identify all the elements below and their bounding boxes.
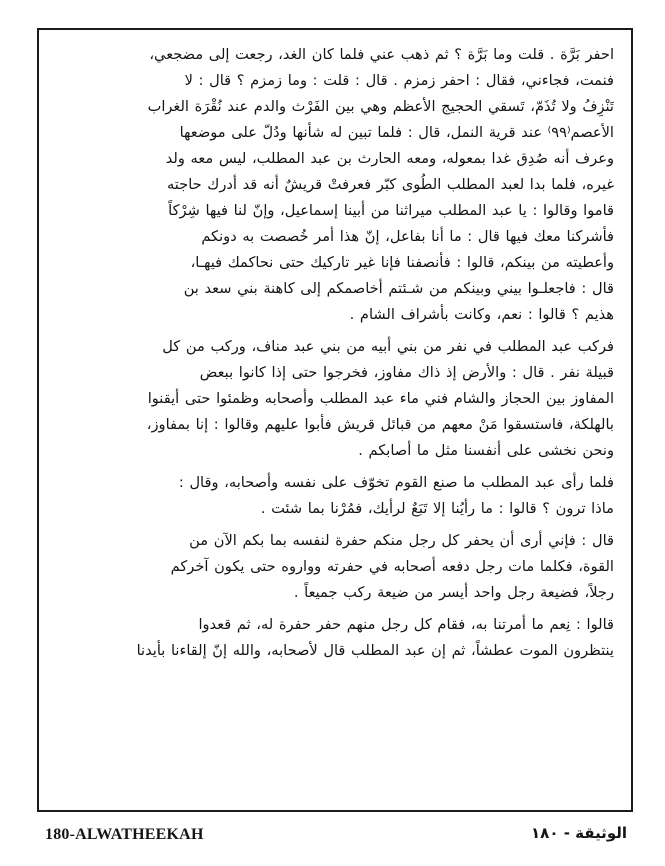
text-line: قبيلة نفر . قال : والأرض إذ ذاك مفاوز، فخرجوا حتى إذا كانوا ببعض: [199, 364, 614, 381]
paragraph: [56, 612, 614, 664]
text-line: فأشركنا معك فيها قال : ما أنا بفاعل، إنّ هذا أمر خُصصت به دونكم: [201, 228, 614, 245]
text-line: ينتظرون الموت عطشاً، ثم إن عبد المطلب قال لأصحابه، والله إنّ إلقاءنا بأيدنا: [136, 642, 614, 659]
text-line: وأعطيته من بينكم، قالوا : فأنصفنا فإنا غير تاركيك حتى نحاكمك فيهـا،: [190, 254, 614, 271]
text-line: فنمت، فجاءني، فقال : احفر زمزم . قال : قلت : وما زمزم ؟ قال : لا: [184, 72, 614, 89]
text-line: ماذا ترون ؟ قالوا : ما رأيُنا إلا تَبَعٌ لرأيك، فمُرْنا بما شئت .: [260, 500, 614, 517]
paragraph: [56, 470, 614, 522]
text-line: وعرف أنه صُدِق غدا بمعوله، ومعه الحارث بن عبد المطلب، ليس معه ولد: [165, 150, 614, 167]
text-line: المفاوز بين الحجاز والشام فني ماء عبد المطلب وأصحابه وظمئوا حتى أيقنوا: [147, 390, 614, 407]
text-line: احفر بَرَّة . قلت وما بَرَّة ؟ ثم ذهب عني فلما كان الغد، رجعت إلى مضجعي،: [149, 46, 614, 63]
page-footer: [37, 826, 633, 850]
text-line: هذيم ؟ قالوا : نعم، وكانت بأشراف الشام .: [349, 306, 614, 323]
paragraph: [56, 42, 614, 328]
body-text: [56, 42, 614, 670]
footer-page-label-latin: 180-ALWATHEEKAH: [45, 826, 204, 843]
text-line: الأعصم⁽٩٩⁾ عند قرية النمل، قال : فلما تبين له شأنها ودُلّ على موضعها: [179, 124, 614, 141]
text-line: قاموا وقالوا : يا عبد المطلب ميراثنا من أبينا إسماعيل، وإنّ لنا فيها شِرْكاً: [168, 202, 614, 219]
text-line: غيره، فلما بدا لعبد المطلب الطُوى كبّر فعرفتْ قريشٌ أنه قد أدرك حاجته: [166, 176, 614, 193]
text-line: تَنْزِفُ ولا تُذَمّ، تَسقي الحجيج الأعظم وهي بين الفَرْث والدم عند نُقْرَة الغراب: [147, 98, 614, 115]
text-line: قالوا : نِعم ما أمرتنا به، فقام كل رجل منهم حفر حفرة له، ثم قعدوا: [198, 616, 614, 633]
text-line: فلما رأى عبد المطلب ما صنع القوم تخوّف على نفسه وأصحابه، وقال :: [178, 474, 614, 491]
text-line: بالهلكة، فاستسقوا مَنْ معهم من قبائل قريش فأبوا عليهم وقالوا : إنا بمفاوز،: [146, 416, 614, 433]
text-line: قال : فاجعلـوا بيني وبينكم من شـئتم أخاصمكم إلى كاهنة بني سعد بن: [183, 280, 614, 297]
text-line: رجلاً، فضيعة رجل واحد أيسر من ضيعة ركب جميعاً .: [293, 584, 614, 601]
paragraph: [56, 334, 614, 464]
text-line: فركب عبد المطلب في نفر من بني أبيه من بني عبد مناف، وركب من كل: [162, 338, 614, 355]
text-line: ونحن نخشى على أنفسنا مثل ما أصابكم .: [358, 442, 614, 459]
footer-page-label-arabic: الوثيقة - ١٨٠: [531, 824, 627, 842]
text-line: القوة، فكلما مات رجل دفعه أصحابه في حفرته وواروه حتى يكون آخركم: [170, 558, 614, 575]
paragraph: [56, 528, 614, 606]
text-frame: [37, 28, 633, 812]
text-line: قال : فإني أرى أن يحفر كل رجل منكم حفرة لنفسه بما بكم الآن من: [189, 532, 614, 549]
